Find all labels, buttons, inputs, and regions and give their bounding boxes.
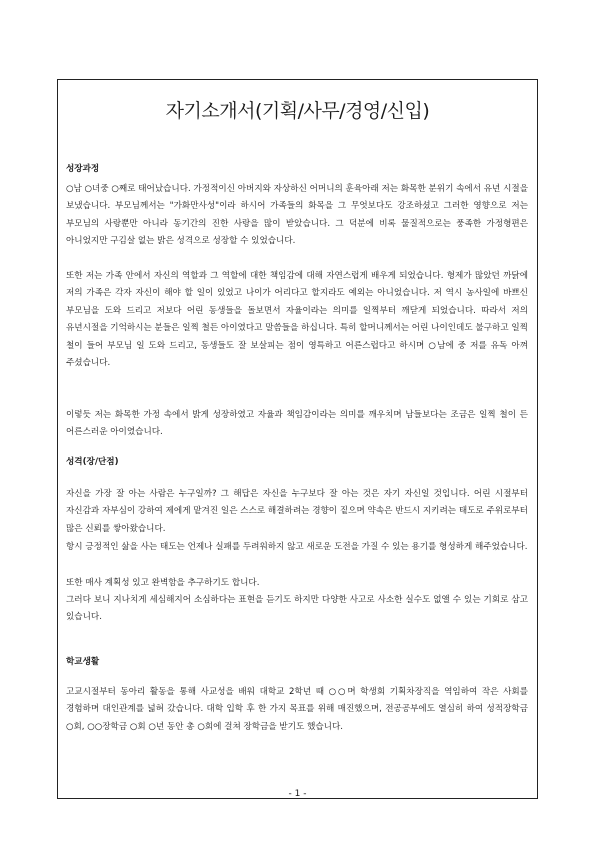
paragraph: 또한 저는 가족 안에서 자신의 역할과 그 역할에 대한 책임감에 대해 자연스럽게 배우게 되었습니다. 형제가 많았던 까닭에 저의 가족은 각자 자신이 해야 할 일이 있었고 나이가 어리다고 할지라도 예외는 아니었습니다. 저 역시 농사일에 바쁘신 부모님을 도와 드리고 저보다 어린 동생들을 돌보면서 자율이라는 의미를 일찍부터 깨닫게 되었습니다. 따라서 저의 유년시절을 기억하시는 분들은 일찍 철든 아이였다고 말씀들을 하십니다. 특히 할머니께서는 어린 나이인데도 불구하고 일찍 철이 들어 부모님 일 도와 드리고, 동생들도 잘 보살피는 점이 영특하고 어른스럽다고 하시며 ○남에 중 저를 유독 아껴 주셨습니다. xyxy=(66,271,528,369)
page-number: - 1 - xyxy=(288,789,307,799)
paragraph: 그러다 보니 지나치게 세심해지어 소심하다는 표현을 듣기도 하지만 다양한 사고로 사소한 실수도 없앨 수 있는 기회로 삼고 있습니다. xyxy=(66,595,528,623)
document-title: 자기소개서(기획/사무/경영/신입) xyxy=(165,100,430,122)
section-heading-school-life: 학교생활 xyxy=(66,657,100,667)
section-heading-personality: 성격(장/단점) xyxy=(66,457,119,467)
paragraph: 고교시절부터 동아리 활동을 통해 사교성을 배워 대학교 2학년 때 ○○며 학생회 기획차장직을 역임하여 작은 사회를 경험하며 대인관계를 넓혀 갔습니다. 대학 입학 후 한 가지 목표를 위해 매진했으며, 전공공부에도 열심히 하여 성적장학금 ○회, ○○장학금 ○회 ○년 동안 총 ○회에 걸쳐 장학금을 받기도 했습니다. xyxy=(66,687,528,732)
section-heading-growth: 성장과정 xyxy=(66,164,100,174)
paragraph: 또한 매사 계획성 있고 완벽함을 추구하기도 합니다. xyxy=(66,578,260,588)
paragraph: 이렇듯 저는 화목한 가정 속에서 밝게 성장하였고 자율과 책임감이라는 의미를 깨우치며 남들보다는 조금은 일찍 철이 든 어른스러운 아이였습니다. xyxy=(66,410,528,438)
paragraph: 항시 긍정적인 삶을 사는 태도는 언제나 실패를 두려워하지 않고 새로운 도전을 가질 수 있는 용기를 형성하게 해주었습니다. xyxy=(66,542,528,552)
paragraph: 자신을 가장 잘 아는 사람은 누구일까? 그 해답은 자신을 누구보다 잘 아는 것은 자기 자신일 것입니다. 어린 시절부터 자신감과 자부심이 강하여 제에게 맡겨진 일은 스스로 해결하려는 경향이 짙으며 약속은 반드시 지키려는 태도로 주위로부터 많은 신뢰를 쌓아왔습니다. xyxy=(66,489,528,534)
paragraph: ○남 ○녀중 ○째로 태어났습니다. 가정적이신 아버지와 자상하신 어머니의 훈육아래 저는 화목한 분위기 속에서 유년 시절을 보냈습니다. 부모님께서는 "가화만사성"이라 하시어 가족들의 화목을 그 무엇보다도 강조하셨고 그러한 영향으로 저는 부모님의 사랑뿐만 아니라 동기간의 진한 사랑을 많이 받았습니다. 그 덕분에 비록 물질적으로는 풍족한 가정형편은 아니었지만 구김살 없는 밝은 성격으로 성장할 수 있었습니다. xyxy=(66,184,528,247)
